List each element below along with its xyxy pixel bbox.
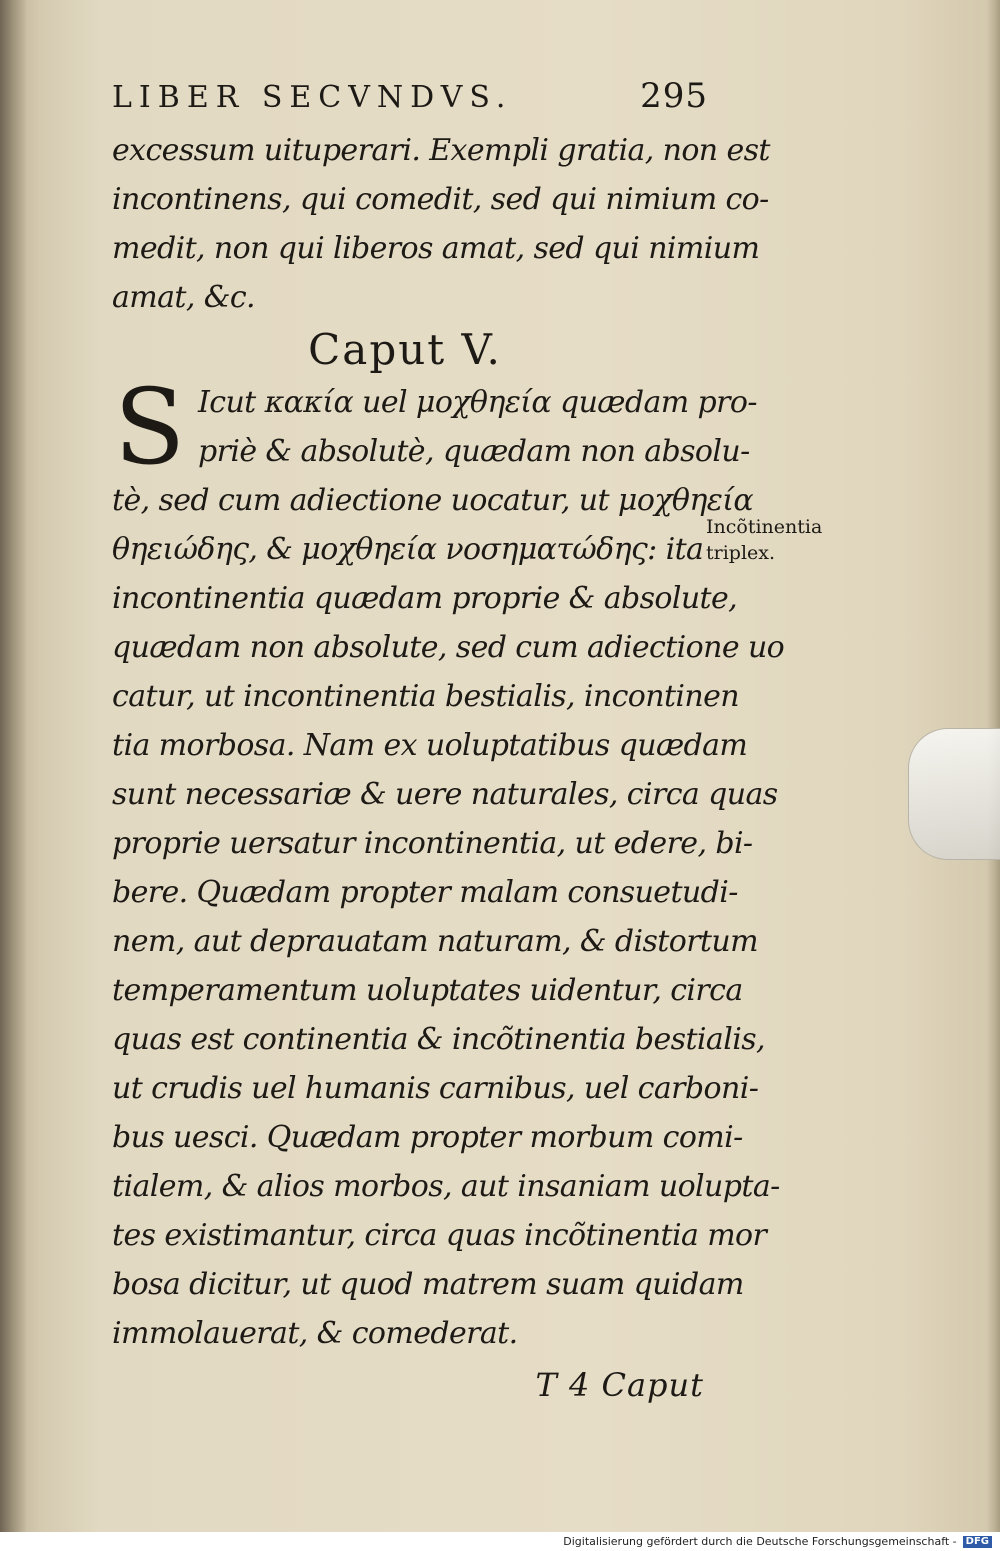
text-line: excessum uituperari. Exempli gratia, non est [112, 133, 770, 168]
text-line: proprie uersatur incontinentia, ut edere, bi- [112, 826, 753, 861]
page-clip [908, 728, 1000, 860]
text-line: bosa dicitur, ut quod matrem suam quidam [112, 1267, 744, 1302]
text-line: amat, &c. [112, 280, 255, 315]
drop-cap: S [114, 366, 186, 488]
text-line: priè & absolutè, quædam non absolu- [198, 434, 750, 469]
text-line: ut crudis uel humanis carnibus, uel carboni- [112, 1071, 759, 1106]
marginal-note-line: triplex. [706, 542, 776, 564]
text-line: quas est continentia & incõtinentia bestialis, [112, 1022, 765, 1057]
text-line: incontinens, qui comedit, sed qui nimium co- [112, 182, 769, 217]
text-line: θηειώδης, & μοχθηεία νοσηματώδης: ita [112, 532, 704, 567]
book-spine [0, 0, 26, 1532]
marginal-note-line: Incõtinentia [706, 516, 823, 538]
text-line: incontinentia quædam proprie & absolute, [112, 581, 738, 616]
text-line: tialem, & alios morbos, aut insaniam uolupta- [112, 1169, 780, 1204]
footer-bar [0, 1532, 1000, 1551]
marginal-note [706, 514, 846, 566]
text-line: immolauerat, & comederat. [112, 1316, 518, 1351]
text-line: medit, non qui liberos amat, sed qui nimium [112, 231, 760, 266]
initial-paragraph [112, 366, 757, 488]
running-head [112, 76, 708, 126]
text-line: tes existimantur, circa quas incõtinentia mor [112, 1218, 767, 1253]
footer-credit: Digitalisierung gefördert durch die Deutsche Forschungsgemeinschaft - [563, 1535, 957, 1548]
text-line: tia morbosa. Nam ex uoluptatibus quædam [112, 728, 748, 763]
catchwords: T 4 Caput [535, 1366, 704, 1404]
text-line: Icut κακία uel μοχθηεία quædam pro- [198, 385, 757, 420]
text-line: temperamentum uoluptates uidentur, circa [112, 973, 743, 1008]
text-line: nem, aut deprauatam naturam, & distortum [112, 924, 758, 959]
chapter-title: Caput V. [308, 325, 502, 374]
running-head-title: LIBER SECVNDVS. [112, 80, 513, 115]
text-line: quædam non absolute, sed cum adiectione uo [112, 630, 785, 665]
dfg-logo-icon: DFG [963, 1536, 992, 1548]
folio-number: 295 [640, 76, 708, 116]
text-line: tè, sed cum adiectione uocatur, ut μοχθηεία [112, 483, 754, 518]
text-line: bus uesci. Quædam propter morbum comi- [112, 1120, 743, 1155]
text-line: catur, ut incontinentia bestialis, incontinen [112, 679, 740, 714]
text-line: bere. Quædam propter malam consuetudi- [112, 875, 738, 910]
text-line: sunt necessariæ & uere naturales, circa quas [112, 777, 778, 812]
